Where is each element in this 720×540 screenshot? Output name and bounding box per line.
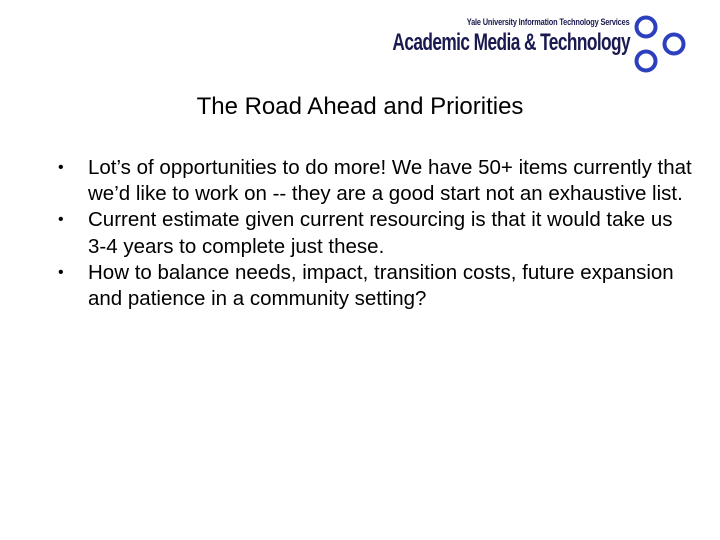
bullet-icon: • bbox=[58, 159, 64, 176]
bullet-text: How to balance needs, impact, transition costs, future expansion and patience in a community setting? bbox=[88, 260, 674, 311]
brand-header bbox=[385, 17, 630, 77]
bullet-item bbox=[52, 155, 692, 207]
bullet-text: Current estimate given current resourcing is that it would take us 3-4 years to complete just these. bbox=[88, 208, 673, 258]
bullet-list bbox=[52, 155, 692, 312]
bullet-icon: • bbox=[58, 263, 64, 281]
bullet-icon: • bbox=[58, 211, 64, 229]
bullet-item bbox=[52, 260, 692, 312]
org-subtitle: Yale University Information Technology Services bbox=[467, 17, 630, 27]
bullet-item bbox=[52, 207, 692, 259]
three-rings-logo-icon bbox=[629, 14, 691, 76]
slide-title: The Road Ahead and Priorities bbox=[196, 93, 524, 120]
bullet-text: Lot’s of opportunities to do more! We have 50+ items currently that we’d like to work on -- they are a good start not an exhaustive list. bbox=[88, 156, 692, 206]
org-title: Academic Media & Technology bbox=[392, 29, 630, 56]
